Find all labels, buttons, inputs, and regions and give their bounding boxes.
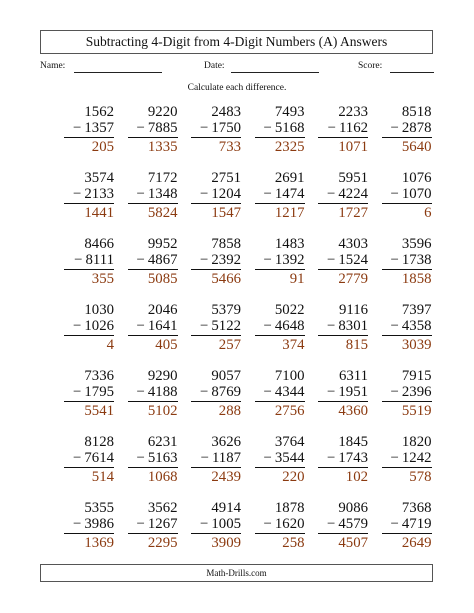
- minus-sign: −: [74, 252, 83, 268]
- answer: 3909: [211, 535, 241, 551]
- subtrahend: 4224: [338, 186, 368, 202]
- problem-row: [64, 170, 432, 236]
- subtrahend-line: [255, 186, 305, 204]
- subtrahend: 1348: [147, 186, 178, 202]
- answer: 733: [218, 139, 241, 155]
- answer: 578: [409, 469, 432, 485]
- minus-sign: −: [390, 252, 399, 268]
- minus-sign: −: [200, 252, 209, 268]
- subtrahend: 3544: [274, 450, 305, 466]
- answer: 1071: [338, 139, 368, 155]
- answer: 374: [282, 337, 305, 353]
- answer: 6: [424, 205, 432, 221]
- subtrahend: 4579: [338, 516, 368, 532]
- subtraction-problem: [191, 170, 241, 221]
- subtraction-problem: [318, 500, 368, 551]
- subtraction-problem: [318, 368, 368, 419]
- footer-box: [40, 564, 433, 582]
- minuend: 6231: [147, 434, 178, 450]
- answer: 2295: [147, 535, 178, 551]
- minuend: 7368: [401, 500, 432, 516]
- minuend: 9116: [338, 302, 368, 318]
- answer: 1441: [84, 205, 114, 221]
- subtraction-problem: [382, 434, 432, 485]
- answer: 4507: [338, 535, 368, 551]
- subtrahend-line: [318, 186, 368, 204]
- minus-sign: −: [263, 120, 272, 136]
- subtraction-problem: [191, 236, 241, 287]
- subtrahend-line: [64, 252, 114, 270]
- problem-row: [64, 368, 432, 434]
- subtrahend-line: [318, 252, 368, 270]
- subtrahend: 1524: [338, 252, 368, 268]
- minuend: 5379: [211, 302, 241, 318]
- subtrahend-line: [382, 252, 432, 270]
- instructions: Calculate each difference.: [187, 83, 287, 93]
- minus-sign: −: [136, 516, 145, 532]
- subtraction-problem: [255, 368, 305, 419]
- subtrahend: 1743: [338, 450, 368, 466]
- subtraction-problem: [382, 368, 432, 419]
- subtrahend-line: [318, 384, 368, 402]
- minus-sign: −: [200, 186, 209, 202]
- subtrahend: 7614: [84, 450, 114, 466]
- subtraction-problem: [191, 434, 241, 485]
- subtrahend: 4344: [274, 384, 305, 400]
- minuend: 2233: [338, 104, 368, 120]
- subtrahend: 1070: [401, 186, 432, 202]
- answer: 102: [345, 469, 368, 485]
- subtrahend-line: [128, 516, 178, 534]
- subtrahend-line: [128, 450, 178, 468]
- minus-sign: −: [136, 384, 145, 400]
- date-line: [231, 72, 319, 73]
- subtraction-problem: [64, 500, 114, 551]
- problem-row: [64, 236, 432, 302]
- subtrahend: 1750: [211, 120, 241, 136]
- subtrahend-line: [318, 450, 368, 468]
- minus-sign: −: [200, 318, 209, 334]
- minus-sign: −: [263, 252, 272, 268]
- subtrahend: 8301: [338, 318, 368, 334]
- answer: 5541: [84, 403, 114, 419]
- problem-row: [64, 104, 432, 170]
- minus-sign: −: [136, 120, 145, 136]
- subtrahend-line: [64, 318, 114, 336]
- subtrahend-line: [255, 450, 305, 468]
- minus-sign: −: [327, 318, 336, 334]
- subtraction-problem: [382, 104, 432, 155]
- minus-sign: −: [327, 186, 336, 202]
- subtrahend: 1162: [338, 120, 368, 136]
- subtraction-problem: [64, 170, 114, 221]
- minus-sign: −: [263, 450, 272, 466]
- answer: 1068: [147, 469, 178, 485]
- answer: 2439: [211, 469, 241, 485]
- answer: 1858: [401, 271, 432, 287]
- subtrahend-line: [191, 120, 241, 138]
- answer: 91: [289, 271, 305, 287]
- minus-sign: −: [327, 120, 336, 136]
- minuend: 7100: [274, 368, 305, 384]
- minus-sign: −: [200, 450, 209, 466]
- minus-sign: −: [73, 318, 82, 334]
- minuend: 1030: [84, 302, 114, 318]
- minus-sign: −: [73, 384, 82, 400]
- subtrahend-line: [255, 384, 305, 402]
- minus-sign: −: [136, 252, 145, 268]
- minus-sign: −: [263, 384, 272, 400]
- minuend: 3626: [211, 434, 241, 450]
- minus-sign: −: [263, 186, 272, 202]
- subtraction-problem: [128, 368, 178, 419]
- minus-sign: −: [73, 120, 82, 136]
- minus-sign: −: [390, 450, 399, 466]
- minuend: 1562: [84, 104, 114, 120]
- minuend: 1076: [401, 170, 432, 186]
- subtrahend: 1242: [401, 450, 432, 466]
- subtraction-problem: [318, 104, 368, 155]
- score-line: [390, 72, 434, 73]
- subtraction-problem: [255, 302, 305, 353]
- subtrahend: 1005: [211, 516, 241, 532]
- subtrahend: 2396: [401, 384, 432, 400]
- answer: 4: [106, 337, 114, 353]
- subtrahend: 1204: [211, 186, 241, 202]
- minuend: 8466: [84, 236, 114, 252]
- subtrahend-line: [191, 516, 241, 534]
- subtrahend: 1357: [84, 120, 114, 136]
- subtrahend-line: [128, 252, 178, 270]
- subtraction-problem: [128, 434, 178, 485]
- minus-sign: −: [327, 450, 336, 466]
- minuend: 3574: [84, 170, 114, 186]
- subtrahend-line: [382, 186, 432, 204]
- subtraction-problem: [382, 500, 432, 551]
- answer: 1727: [338, 205, 368, 221]
- subtraction-problem: [191, 368, 241, 419]
- minus-sign: −: [390, 318, 399, 334]
- subtraction-problem: [255, 104, 305, 155]
- minuend: 1820: [401, 434, 432, 450]
- subtraction-problem: [64, 368, 114, 419]
- subtrahend: 8111: [85, 252, 114, 268]
- minuend: 7493: [274, 104, 305, 120]
- minuend: 1878: [274, 500, 305, 516]
- subtraction-problem: [191, 302, 241, 353]
- answer: 355: [91, 271, 114, 287]
- minuend: 9086: [338, 500, 368, 516]
- date-label: Date:: [204, 61, 225, 71]
- minuend: 2046: [147, 302, 178, 318]
- minus-sign: −: [200, 384, 209, 400]
- answer: 1547: [211, 205, 241, 221]
- subtrahend-line: [128, 186, 178, 204]
- subtrahend: 1641: [147, 318, 178, 334]
- minuend: 2691: [274, 170, 305, 186]
- minus-sign: −: [200, 516, 209, 532]
- answer: 2325: [274, 139, 305, 155]
- subtrahend: 4719: [401, 516, 432, 532]
- answer: 5519: [401, 403, 432, 419]
- answer: 514: [91, 469, 114, 485]
- minuend: 5951: [338, 170, 368, 186]
- subtraction-problem: [64, 434, 114, 485]
- subtrahend-line: [382, 120, 432, 138]
- answer: 405: [155, 337, 178, 353]
- subtraction-problem: [255, 500, 305, 551]
- answer: 288: [218, 403, 241, 419]
- subtrahend-line: [191, 186, 241, 204]
- answer: 3039: [401, 337, 432, 353]
- minus-sign: −: [327, 252, 336, 268]
- minuend: 6311: [338, 368, 368, 384]
- minuend: 4303: [338, 236, 368, 252]
- minus-sign: −: [327, 384, 336, 400]
- subtraction-problem: [128, 104, 178, 155]
- subtrahend-line: [64, 120, 114, 138]
- minus-sign: −: [73, 450, 82, 466]
- problem-row: [64, 500, 432, 566]
- subtrahend: 1474: [274, 186, 305, 202]
- name-label: Name:: [40, 61, 66, 71]
- minuend: 7915: [401, 368, 432, 384]
- subtrahend: 2392: [211, 252, 241, 268]
- subtrahend-line: [64, 384, 114, 402]
- subtraction-problem: [128, 500, 178, 551]
- subtrahend-line: [64, 186, 114, 204]
- answer: 5640: [401, 139, 432, 155]
- minus-sign: −: [327, 516, 336, 532]
- subtrahend: 4648: [274, 318, 305, 334]
- answer: 815: [345, 337, 368, 353]
- subtrahend: 1267: [147, 516, 178, 532]
- minus-sign: −: [73, 186, 82, 202]
- minuend: 5355: [84, 500, 114, 516]
- subtrahend: 3986: [84, 516, 114, 532]
- minuend: 9057: [211, 368, 241, 384]
- minuend: 3764: [274, 434, 305, 450]
- answer: 5085: [147, 271, 178, 287]
- subtrahend-line: [191, 318, 241, 336]
- minuend: 5022: [274, 302, 305, 318]
- answer: 2649: [401, 535, 432, 551]
- subtrahend-line: [128, 318, 178, 336]
- score-label: Score:: [358, 61, 383, 71]
- subtrahend: 4867: [147, 252, 178, 268]
- subtraction-problem: [318, 236, 368, 287]
- minuend: 7172: [147, 170, 178, 186]
- minus-sign: −: [263, 318, 272, 334]
- minus-sign: −: [136, 450, 145, 466]
- minuend: 1845: [338, 434, 368, 450]
- minuend: 1483: [274, 236, 305, 252]
- subtrahend: 1187: [211, 450, 241, 466]
- subtrahend-line: [255, 120, 305, 138]
- answer: 220: [282, 469, 305, 485]
- worksheet-title-box: [40, 30, 433, 54]
- subtrahend-line: [191, 450, 241, 468]
- subtrahend-line: [382, 384, 432, 402]
- subtraction-problem: [318, 170, 368, 221]
- subtraction-problem: [255, 236, 305, 287]
- subtrahend: 1392: [274, 252, 305, 268]
- subtraction-problem: [64, 236, 114, 287]
- subtrahend: 5122: [211, 318, 241, 334]
- minus-sign: −: [73, 516, 82, 532]
- minus-sign: −: [390, 186, 399, 202]
- minus-sign: −: [136, 318, 145, 334]
- minuend: 7336: [84, 368, 114, 384]
- minus-sign: −: [136, 186, 145, 202]
- subtrahend-line: [318, 120, 368, 138]
- subtrahend: 4358: [401, 318, 432, 334]
- subtraction-problem: [64, 302, 114, 353]
- subtraction-problem: [318, 302, 368, 353]
- answer: 5102: [147, 403, 178, 419]
- subtrahend: 5163: [147, 450, 178, 466]
- footer-text: Math-Drills.com: [206, 568, 267, 578]
- subtrahend-line: [382, 450, 432, 468]
- subtrahend: 1951: [338, 384, 368, 400]
- minuend: 9952: [147, 236, 178, 252]
- answer: 5466: [211, 271, 241, 287]
- minuend: 4914: [211, 500, 241, 516]
- minuend: 9220: [147, 104, 178, 120]
- subtrahend-line: [382, 318, 432, 336]
- minus-sign: −: [200, 120, 209, 136]
- header-fields: [0, 61, 474, 77]
- subtraction-problem: [255, 434, 305, 485]
- subtrahend: 7885: [147, 120, 178, 136]
- subtrahend-line: [64, 450, 114, 468]
- subtrahend: 1795: [84, 384, 114, 400]
- problem-grid: [64, 104, 432, 566]
- answer: 1217: [274, 205, 305, 221]
- subtrahend-line: [64, 516, 114, 534]
- subtrahend: 1738: [401, 252, 432, 268]
- subtraction-problem: [128, 236, 178, 287]
- subtrahend: 4188: [147, 384, 178, 400]
- minus-sign: −: [390, 516, 399, 532]
- answer: 2779: [338, 271, 368, 287]
- answer: 205: [91, 139, 114, 155]
- minuend: 9290: [147, 368, 178, 384]
- worksheet-title: Subtracting 4-Digit from 4-Digit Numbers (A) Answers: [85, 34, 388, 49]
- subtrahend-line: [318, 318, 368, 336]
- subtraction-problem: [255, 170, 305, 221]
- answer: 1369: [84, 535, 114, 551]
- problem-row: [64, 434, 432, 500]
- subtrahend-line: [191, 384, 241, 402]
- subtrahend-line: [255, 252, 305, 270]
- subtrahend: 2133: [84, 186, 114, 202]
- minuend: 7397: [401, 302, 432, 318]
- subtraction-problem: [191, 500, 241, 551]
- minuend: 2483: [211, 104, 241, 120]
- subtraction-problem: [382, 170, 432, 221]
- subtrahend: 1026: [84, 318, 114, 334]
- name-line: [74, 72, 162, 73]
- answer: 5824: [147, 205, 178, 221]
- minuend: 3562: [147, 500, 178, 516]
- subtrahend-line: [191, 252, 241, 270]
- subtraction-problem: [382, 236, 432, 287]
- answer: 2756: [274, 403, 305, 419]
- subtrahend: 5168: [274, 120, 305, 136]
- subtraction-problem: [382, 302, 432, 353]
- answer: 1335: [147, 139, 178, 155]
- minus-sign: −: [263, 516, 272, 532]
- minuend: 8518: [401, 104, 432, 120]
- subtrahend: 8769: [211, 384, 241, 400]
- minuend: 3596: [401, 236, 432, 252]
- answer: 257: [218, 337, 241, 353]
- subtraction-problem: [318, 434, 368, 485]
- subtrahend-line: [128, 384, 178, 402]
- subtraction-problem: [128, 302, 178, 353]
- subtrahend: 2878: [401, 120, 432, 136]
- subtrahend-line: [382, 516, 432, 534]
- subtrahend: 1620: [274, 516, 305, 532]
- answer: 4360: [338, 403, 368, 419]
- minuend: 7858: [211, 236, 241, 252]
- subtraction-problem: [191, 104, 241, 155]
- minus-sign: −: [390, 120, 399, 136]
- minus-sign: −: [390, 384, 399, 400]
- problem-row: [64, 302, 432, 368]
- subtrahend-line: [255, 516, 305, 534]
- subtrahend-line: [318, 516, 368, 534]
- minuend: 2751: [211, 170, 241, 186]
- subtraction-problem: [64, 104, 114, 155]
- subtrahend-line: [255, 318, 305, 336]
- subtraction-problem: [128, 170, 178, 221]
- subtrahend-line: [128, 120, 178, 138]
- answer: 258: [282, 535, 305, 551]
- minuend: 8128: [84, 434, 114, 450]
